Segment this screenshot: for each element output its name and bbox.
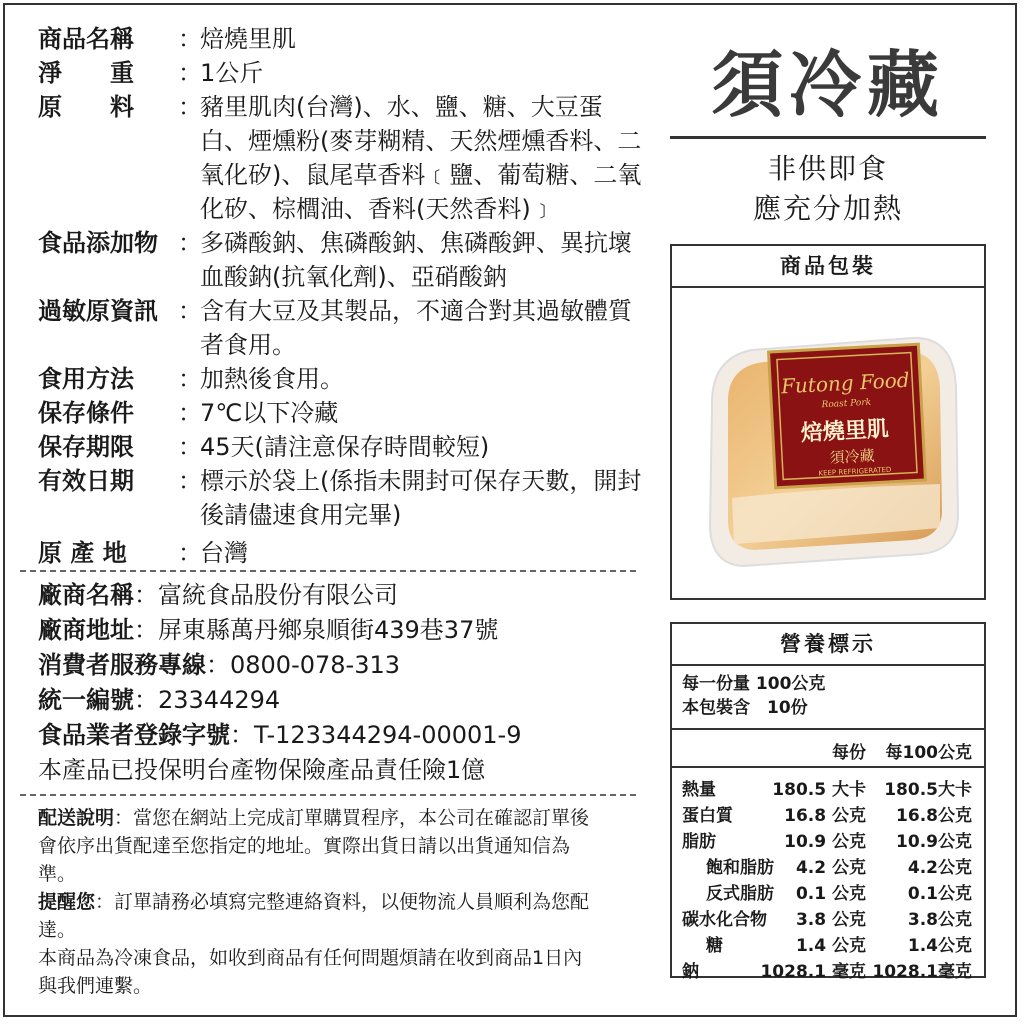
nutrient-name: 飽和脂肪 [706, 858, 774, 878]
package-box [670, 244, 986, 600]
info-value: 多磷酸鈉、焦磷酸鈉、焦磷酸鉀、異抗壞血酸鈉(抗氧化劑)、亞硝酸鈉 [200, 229, 632, 291]
nutrient-name: 碳水化合物 [682, 910, 767, 930]
nutrient-per-100g: 180.5大卡 [884, 780, 972, 800]
nutrient-per-serving: 16.8 公克 [784, 806, 866, 826]
nutrient-name: 糖 [706, 936, 723, 956]
manufacturer-info [38, 578, 638, 788]
refrigerate-title: 須冷藏 [710, 43, 945, 127]
nutrient-name: 反式脂肪 [706, 884, 774, 904]
dashed-divider [20, 794, 636, 796]
info-label: 有效日期 [38, 467, 134, 495]
info-row-shelf-life: 保存期限 ： 45天(請注意保存時間較短) [38, 430, 648, 464]
nutrition-row [672, 902, 984, 928]
nutrient-per-serving: 180.5 大卡 [772, 780, 866, 800]
nutrient-per-100g: 10.9公克 [896, 832, 972, 852]
nutrient-per-serving: 1.4 公克 [795, 936, 866, 956]
info-label: 保存條件 [38, 399, 134, 427]
nutrient-per-100g: 1.4公克 [907, 936, 972, 956]
heat-thoroughly: 應充分加熱 [752, 192, 903, 225]
remind-note: 提醒您：訂單請務必填寫完整連絡資料，以便物流人員順利為您配達。 [38, 891, 590, 941]
info-label: 過敏原資訊 [38, 297, 158, 325]
info-value: 焙燒里肌 [200, 25, 296, 53]
info-row-expiry: 有效日期 ： 標示於袋上(係指未開封可保存天數，開封後請儘速食用完畢) [38, 464, 648, 532]
info-value: 台灣 [200, 539, 248, 567]
info-value: 45天(請注意保存時間較短) [200, 433, 490, 461]
info-value: 1公斤 [200, 59, 264, 87]
mfr-row: 廠商名稱：富統食品股份有限公司 [38, 581, 398, 609]
info-label: 商品名稱 [38, 25, 134, 53]
info-value: 標示於袋上(係指未開封可保存天數，開封後請儘速食用完畢) [200, 467, 642, 529]
pkg-cold: 須冷藏 [829, 446, 876, 467]
mfr-row: 食品業者登錄字號：T-123344294-00001-9 [38, 721, 522, 749]
pkg-brand: Futong Food [780, 367, 911, 399]
nutrient-per-serving: 4.2 公克 [795, 858, 866, 878]
nutrient-per-serving: 1028.1 毫克 [760, 962, 866, 982]
pkg-subtitle: Roast Pork [821, 397, 872, 411]
mfr-row: 消費者服務專線：0800-078-313 [38, 651, 401, 679]
servings-per-pack: 本包裝含 10份 [682, 698, 808, 718]
info-row-additives: 食品添加物 ： 多磷酸鈉、焦磷酸鈉、焦磷酸鉀、異抗壞血酸鈉(抗氧化劑)、亞硝酸鈉 [38, 226, 648, 294]
info-label: 原 料 [38, 93, 134, 121]
frozen-note: 本商品為冷凍食品，如收到商品有任何問題煩請在收到商品1日內與我們連繫。 [38, 947, 583, 997]
info-row-origin: 原 產 地 ： 台灣 [38, 536, 648, 570]
nutrient-per-serving: 3.8 公克 [795, 910, 866, 930]
nutrient-per-100g: 16.8公克 [896, 806, 972, 826]
info-label: 保存期限 [38, 433, 134, 461]
info-row-name: 商品名稱 ： 焙燒里肌 [38, 22, 648, 56]
dashed-divider [20, 570, 636, 572]
delivery-notes [38, 804, 598, 1000]
nutrition-row [672, 850, 984, 876]
nutrition-facts [670, 622, 986, 982]
info-row-weight: 淨 重 ： 1公斤 [38, 56, 648, 90]
serving-info [672, 666, 984, 730]
info-row-storage: 保存條件 ： 7℃以下冷藏 [38, 396, 648, 430]
nutrition-row [672, 798, 984, 824]
nutrition-rows [672, 768, 984, 980]
nutrient-per-100g: 3.8公克 [907, 910, 972, 930]
mfr-row: 廠商地址：屏東縣萬丹鄉泉順街439巷37號 [38, 616, 499, 644]
nutrition-row [672, 954, 984, 980]
title-rule [670, 136, 986, 139]
product-info [38, 22, 648, 570]
info-label: 食用方法 [38, 365, 134, 393]
delivery-note: 配送說明：當您在網站上完成訂單購買程序，本公司在確認訂單後會依序出貨配達至您指定的地址。實際出貨日請以出貨通知信為準。 [38, 807, 590, 885]
nutrition-header: 營養標示 [672, 624, 984, 666]
mfr-row: 統一編號：23344294 [38, 686, 281, 714]
not-ready-to-eat: 非供即食 [767, 152, 888, 185]
nutrient-name: 蛋白質 [682, 806, 733, 826]
nutrient-per-serving: 10.9 公克 [784, 832, 866, 852]
info-value: 7℃以下冷藏 [200, 399, 339, 427]
serving-size: 每一份量 100公克 [682, 674, 826, 694]
pkg-name: 焙燒里肌 [800, 416, 890, 447]
nutrition-columns [672, 730, 984, 768]
info-value: 加熱後食用。 [200, 365, 344, 393]
pkg-keep: KEEP REFRIGERATED [818, 465, 892, 478]
nutrient-per-100g: 0.1公克 [907, 884, 972, 904]
insurance-note: 本產品已投保明台產物保險產品責任險1億 [38, 756, 486, 784]
nutrient-name: 脂肪 [682, 832, 716, 852]
nutrition-row [672, 928, 984, 954]
nutrition-row [672, 772, 984, 798]
package-header: 商品包裝 [672, 246, 984, 288]
info-row-allergen: 過敏原資訊 ： 含有大豆及其製品，不適合對其過敏體質者食用。 [38, 294, 648, 362]
info-label: 食品添加物 [38, 229, 158, 257]
nutrient-per-serving: 0.1 公克 [795, 884, 866, 904]
info-value: 豬里肌肉(台灣)、水、鹽、糖、大豆蛋白、煙燻粉(麥芽糊精、天然煙燻香料、二氧化矽)、鼠尾草香料﹝鹽、葡萄糖、二氧化矽、棕櫚油、香料(天然香料)﹞ [200, 93, 642, 223]
nutrition-row [672, 824, 984, 850]
nutrient-per-100g: 1028.1毫克 [872, 962, 972, 982]
nutrient-name: 鈉 [682, 962, 699, 982]
info-label: 淨 重 [38, 59, 134, 87]
info-row-usage: 食用方法 ： 加熱後食用。 [38, 362, 648, 396]
package-photo [672, 288, 984, 600]
nutrition-row [672, 876, 984, 902]
info-value: 含有大豆及其製品，不適合對其過敏體質者食用。 [200, 297, 632, 359]
col-per-serving: 每份 [832, 743, 866, 763]
info-row-ingredients: 原 料 ： 豬里肌肉(台灣)、水、鹽、糖、大豆蛋白、煙燻粉(麥芽糊精、天然煙燻香料、二氧化矽)、鼠尾草香料﹝鹽、葡萄糖、二氧化矽、棕櫚油、香料(天然香料)﹞ [38, 90, 648, 226]
nutrient-name: 熱量 [682, 780, 716, 800]
info-label: 原 產 地 [38, 539, 127, 567]
col-per-100g: 每100公克 [885, 743, 972, 763]
nutrient-per-100g: 4.2公克 [907, 858, 972, 878]
